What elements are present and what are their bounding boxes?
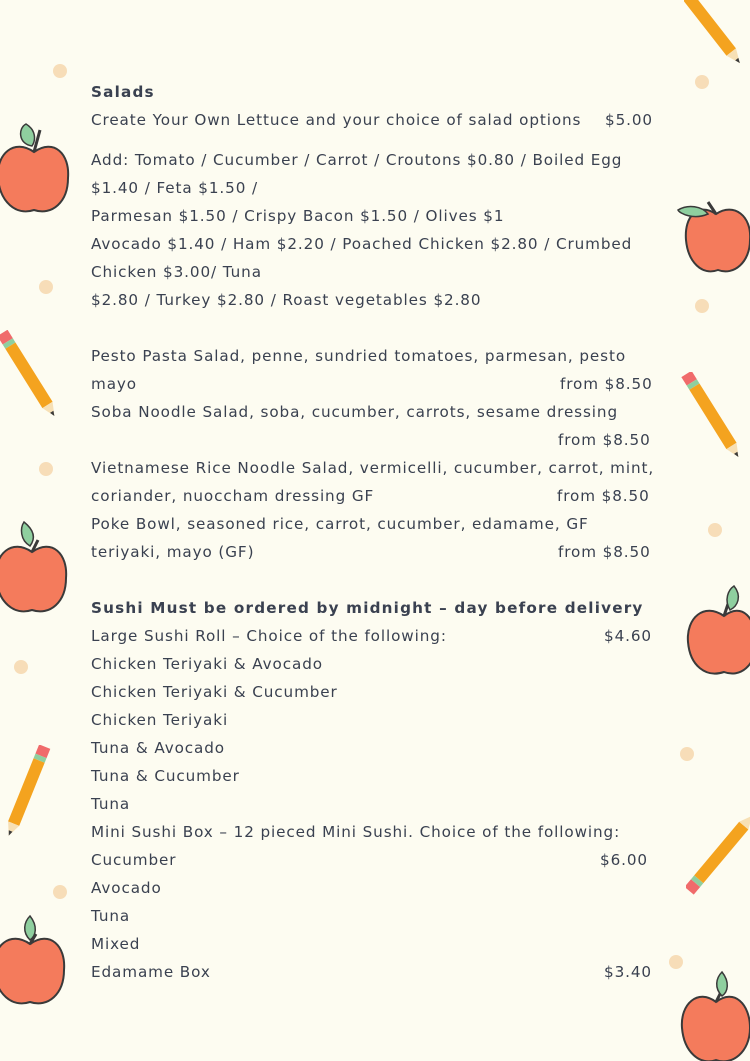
item-price: from $8.50 xyxy=(558,431,651,449)
pencil-icon xyxy=(680,372,750,468)
item-description: teriyaki, mayo (GF) xyxy=(91,543,255,561)
apple-icon xyxy=(678,970,750,1061)
item-description: Soba Noodle Salad, soba, cucumber, carrots, sesame dressing xyxy=(91,403,618,421)
dot-decoration xyxy=(669,955,683,969)
dot-decoration xyxy=(53,885,67,899)
item-price: $6.00 xyxy=(600,851,648,869)
sushi-option: Mixed xyxy=(91,935,141,953)
add-on-line: Parmesan $1.50 / Crispy Bacon $1.50 / Olives $1 xyxy=(91,207,505,225)
dot-decoration xyxy=(14,660,28,674)
item-description: Pesto Pasta Salad, penne, sundried tomatoes, parmesan, pesto xyxy=(91,347,627,365)
pencil-icon xyxy=(686,812,750,898)
item-description: coriander, nuoccham dressing GF xyxy=(91,487,375,505)
menu-item-large-sushi-roll xyxy=(91,622,651,650)
apple-icon xyxy=(0,518,70,618)
dot-decoration xyxy=(39,462,53,476)
menu-item-soba-noodle-salad xyxy=(91,398,651,454)
sushi-option: Tuna & Avocado xyxy=(91,739,225,757)
pencil-icon xyxy=(684,0,750,78)
sushi-heading: Sushi Must be ordered by midnight – day before delivery xyxy=(91,599,644,617)
apple-icon xyxy=(0,120,72,220)
item-description: Cucumber xyxy=(91,851,177,869)
item-price: $3.40 xyxy=(604,963,652,981)
apple-icon xyxy=(676,196,750,280)
item-description: Vietnamese Rice Noodle Salad, vermicelli, cucumber, carrot, mint, xyxy=(91,459,655,477)
item-description: Large Sushi Roll – Choice of the following: xyxy=(91,627,447,645)
item-price: from $8.50 xyxy=(560,375,653,393)
menu-content xyxy=(91,78,655,986)
item-price: from $8.50 xyxy=(558,543,651,561)
apple-icon xyxy=(684,584,750,680)
pencil-icon xyxy=(0,330,60,425)
sushi-option: Tuna xyxy=(91,795,131,813)
pencil-icon xyxy=(0,745,60,841)
dot-decoration xyxy=(53,64,67,78)
sushi-option: Tuna xyxy=(91,907,131,925)
add-on-line: Chicken $3.00/ Tuna xyxy=(91,263,262,281)
sushi-option xyxy=(91,846,651,874)
add-on-line: $1.40 / Feta $1.50 / xyxy=(91,179,259,197)
salad-add-ons xyxy=(91,146,651,314)
sushi-option: Chicken Teriyaki & Cucumber xyxy=(91,683,338,701)
apple-icon xyxy=(0,914,68,1014)
item-description: Edamame Box xyxy=(91,963,211,981)
dot-decoration xyxy=(708,523,722,537)
menu-item-poke-bowl xyxy=(91,510,651,566)
menu-item-mini-sushi-box: Mini Sushi Box – 12 pieced Mini Sushi. Choice of the following: xyxy=(91,823,621,841)
sushi-option: Avocado xyxy=(91,879,162,897)
item-price: $4.60 xyxy=(604,627,652,645)
dot-decoration xyxy=(680,747,694,761)
dot-decoration xyxy=(695,299,709,313)
menu-item-vietnamese-rice-noodle-salad xyxy=(91,454,655,510)
sushi-option: Chicken Teriyaki & Avocado xyxy=(91,655,323,673)
item-description: Create Your Own Lettuce and your choice of salad options xyxy=(91,111,582,129)
item-description: Poke Bowl, seasoned rice, carrot, cucumber, edamame, GF xyxy=(91,515,589,533)
menu-item-edamame-box xyxy=(91,958,651,986)
add-on-line: Avocado $1.40 / Ham $2.20 / Poached Chicken $2.80 / Crumbed xyxy=(91,235,633,253)
dot-decoration xyxy=(39,280,53,294)
add-on-line: Add: Tomato / Cucumber / Carrot / Croutons $0.80 / Boiled Egg xyxy=(91,151,623,169)
item-description: mayo xyxy=(91,375,137,393)
menu-item-pesto-pasta-salad xyxy=(91,342,651,398)
menu-item-create-your-own xyxy=(91,106,651,134)
add-on-line: $2.80 / Turkey $2.80 / Roast vegetables $2.80 xyxy=(91,291,482,309)
item-price: $5.00 xyxy=(605,111,653,129)
sushi-option: Tuna & Cucumber xyxy=(91,767,240,785)
sushi-option: Chicken Teriyaki xyxy=(91,711,229,729)
salads-heading: Salads xyxy=(91,83,155,101)
item-price: from $8.50 xyxy=(557,487,650,505)
